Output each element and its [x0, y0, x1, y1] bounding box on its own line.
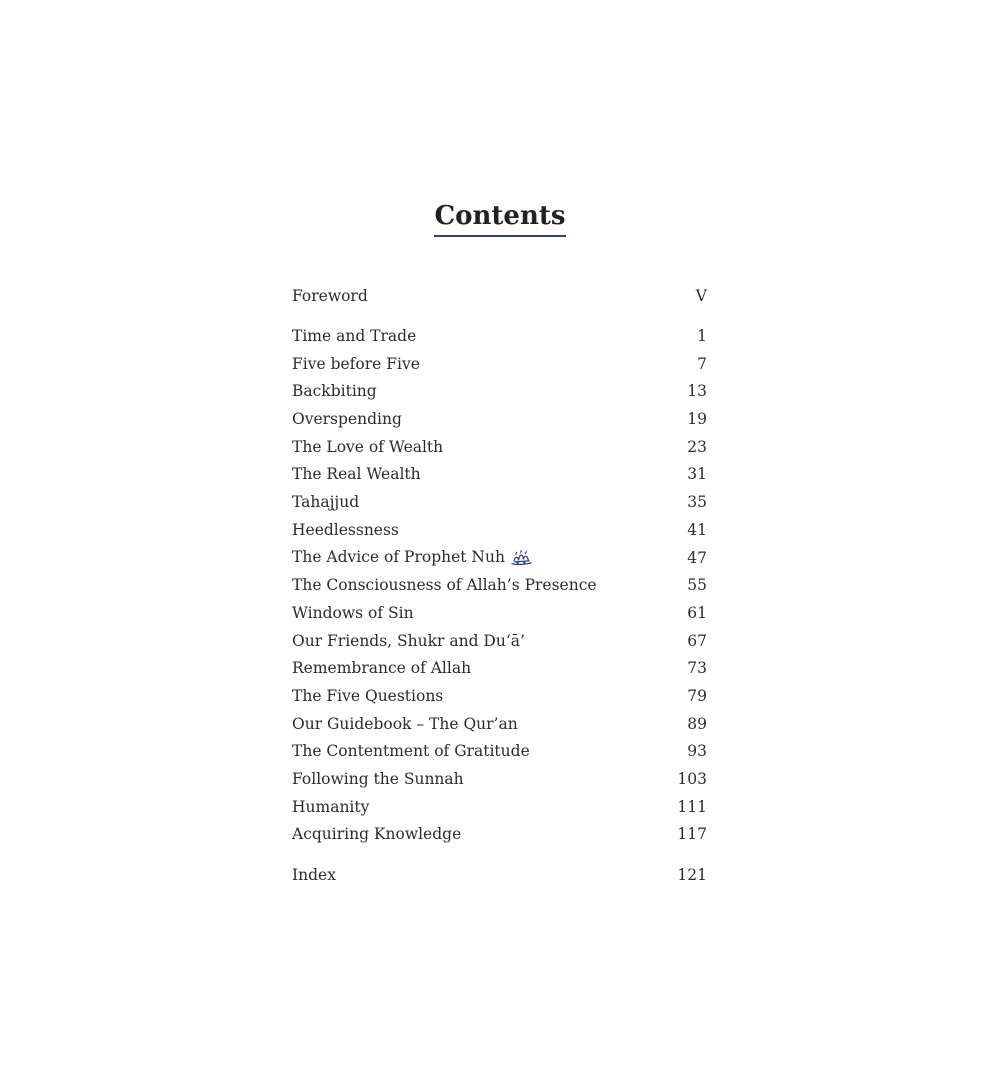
toc-entry[interactable]	[292, 350, 707, 378]
toc-entry-page: 41	[687, 520, 707, 539]
toc-entry-label: Following the Sunnah	[292, 770, 464, 789]
toc-entry-page: 121	[677, 866, 707, 885]
section-gap	[292, 848, 707, 861]
toc-entry[interactable]	[292, 516, 707, 544]
toc-entry-label: Index	[292, 866, 336, 885]
toc-entry[interactable]	[292, 544, 707, 572]
toc-entry-page: 79	[687, 686, 707, 705]
toc-entry-label: Acquiring Knowledge	[292, 825, 462, 844]
toc-entry[interactable]	[292, 654, 707, 682]
toc-entry-foreword[interactable]	[292, 282, 707, 310]
toc-entry-page: 67	[687, 631, 707, 650]
toc-entry-page: 23	[687, 437, 707, 456]
toc-entry-label: Time and Trade	[292, 327, 417, 346]
toc-entry[interactable]	[292, 765, 707, 793]
toc-entry-label-with-honorific	[292, 548, 533, 567]
table-of-contents	[292, 282, 707, 889]
toc-entry-label: The Consciousness of Allah’s Presence	[292, 576, 597, 595]
toc-entry-label: Remembrance of Allah	[292, 659, 472, 678]
toc-entry-page: 19	[687, 410, 707, 429]
toc-entry[interactable]	[292, 821, 707, 849]
toc-entry-page: 31	[687, 465, 707, 484]
toc-entry-page: 73	[687, 659, 707, 678]
toc-entry-page: 13	[687, 382, 707, 401]
toc-entry-label: The Contentment of Gratitude	[292, 742, 530, 761]
toc-entry-index[interactable]	[292, 861, 707, 889]
toc-entry-label: The Five Questions	[292, 686, 444, 705]
toc-entry-page: 35	[687, 493, 707, 512]
toc-entry-page: 117	[677, 825, 707, 844]
calligraphic-honorific-icon	[510, 549, 533, 567]
toc-entry-page: 89	[687, 714, 707, 733]
toc-entry-page: V	[695, 286, 707, 305]
toc-entry-page: 93	[687, 742, 707, 761]
toc-entry[interactable]	[292, 710, 707, 738]
toc-entry-label: Humanity	[292, 797, 370, 816]
toc-entry[interactable]	[292, 488, 707, 516]
toc-entry-label: Backbiting	[292, 382, 377, 401]
toc-entry-label: The Love of Wealth	[292, 437, 444, 456]
chapter-list	[292, 322, 707, 848]
toc-entry[interactable]	[292, 433, 707, 461]
toc-entry-page: 103	[677, 770, 707, 789]
toc-entry[interactable]	[292, 322, 707, 350]
toc-entry[interactable]	[292, 405, 707, 433]
toc-entry-label: The Advice of Prophet Nuh	[292, 548, 505, 567]
toc-entry-page: 55	[687, 576, 707, 595]
toc-entry-label: Our Friends, Shukr and Du‘ā’	[292, 631, 525, 650]
toc-entry-page: 47	[687, 548, 707, 567]
toc-entry[interactable]	[292, 599, 707, 627]
section-gap	[292, 310, 707, 323]
toc-entry[interactable]	[292, 793, 707, 821]
toc-entry-label: Overspending	[292, 410, 402, 429]
toc-entry-label: The Real Wealth	[292, 465, 421, 484]
toc-entry[interactable]	[292, 461, 707, 489]
toc-entry[interactable]	[292, 627, 707, 655]
toc-entry-label: Five before Five	[292, 354, 420, 373]
toc-entry-page: 7	[697, 354, 707, 373]
title-wrap	[0, 198, 1000, 237]
toc-entry-page: 111	[677, 797, 707, 816]
toc-entry-label: Tahajjud	[292, 493, 360, 512]
toc-entry[interactable]	[292, 682, 707, 710]
toc-entry[interactable]	[292, 571, 707, 599]
toc-entry[interactable]	[292, 738, 707, 766]
toc-entry-label: Windows of Sin	[292, 603, 414, 622]
toc-entry-page: 1	[697, 327, 707, 346]
toc-entry[interactable]	[292, 378, 707, 406]
toc-entry-label: Foreword	[292, 286, 368, 305]
toc-entry-label: Our Guidebook – The Qur’an	[292, 714, 518, 733]
toc-entry-label: Heedlessness	[292, 520, 399, 539]
toc-entry-page: 61	[687, 603, 707, 622]
page-title: Contents	[434, 198, 565, 237]
